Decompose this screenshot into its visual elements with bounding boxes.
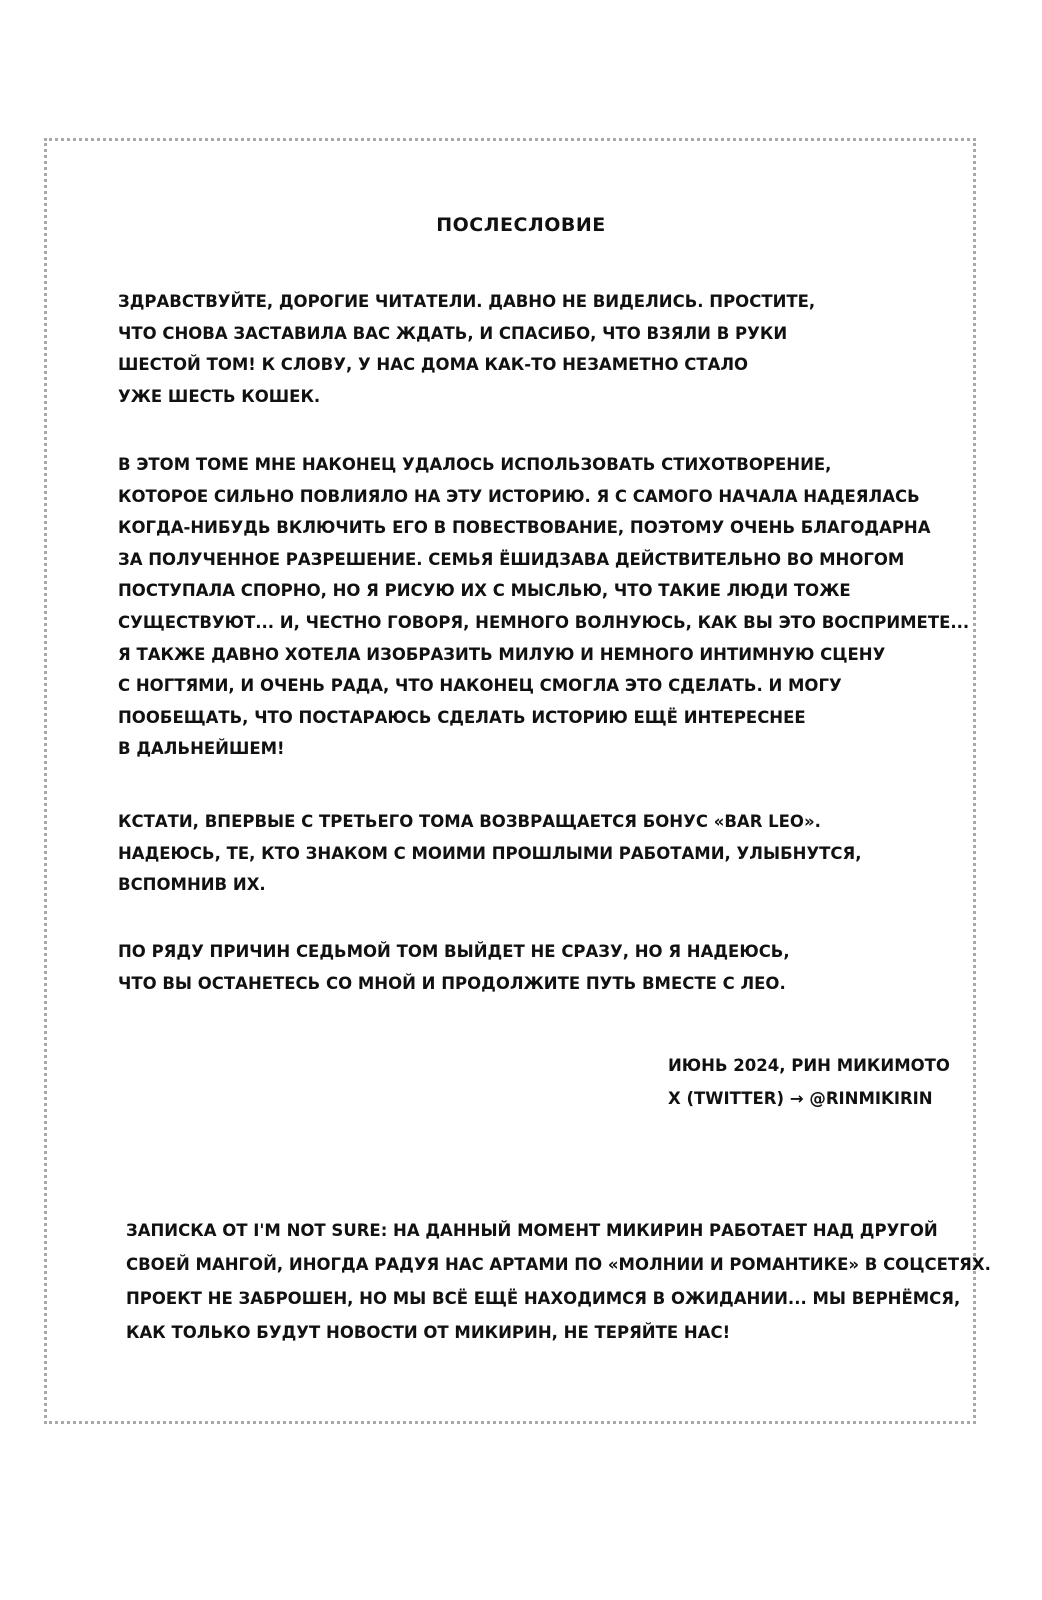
text-line: С НОГТЯМИ, И ОЧЕНЬ РАДА, ЧТО НАКОНЕЦ СМОГЛА ЭТО СДЕЛАТЬ. И МОГУ — [118, 676, 842, 696]
text-line: ЗА ПОЛУЧЕННОЕ РАЗРЕШЕНИЕ. СЕМЬЯ ЁШИДЗАВА ДЕЙСТВИТЕЛЬНО ВО МНОГОМ — [118, 549, 905, 569]
text-line: КОТОРОЕ СИЛЬНО ПОВЛИЯЛО НА ЭТУ ИСТОРИЮ. Я С САМОГО НАЧАЛА НАДЕЯЛАСЬ — [118, 486, 920, 506]
text-line: ПРОЕКТ НЕ ЗАБРОШЕН, НО МЫ ВСЁ ЕЩЁ НАХОДИМСЯ В ОЖИДАНИИ... МЫ ВЕРНЁМСЯ, — [126, 1289, 961, 1308]
text-line: ЧТО ВЫ ОСТАНЕТЕСЬ СО МНОЙ И ПРОДОЛЖИТЕ ПУТЬ ВМЕСТЕ С ЛЕО. — [118, 973, 786, 993]
text-line: ПО РЯДУ ПРИЧИН СЕДЬМОЙ ТОМ ВЫЙДЕТ НЕ СРАЗУ, НО Я НАДЕЮСЬ, — [118, 942, 790, 961]
afterword-title: ПОСЛЕСЛОВИЕ — [436, 214, 606, 236]
paragraph-greeting — [118, 286, 815, 412]
author-signature — [668, 1049, 950, 1115]
text-line: СВОЕЙ МАНГОЙ, ИНОГДА РАДУЯ НАС АРТАМИ ПО «МОЛНИИ И РОМАНТИКЕ» В СОЦСЕТЯХ. — [126, 1255, 991, 1274]
text-line: ЧТО СНОВА ЗАСТАВИЛА ВАС ЖДАТЬ, И СПАСИБО, ЧТО ВЗЯЛИ В РУКИ — [118, 323, 788, 343]
text-line: Я ТАКЖЕ ДАВНО ХОТЕЛА ИЗОБРАЗИТЬ МИЛУЮ И НЕМНОГО ИНТИМНУЮ СЦЕНУ — [118, 644, 886, 664]
text-line: КСТАТИ, ВПЕРВЫЕ С ТРЕТЬЕГО ТОМА ВОЗВРАЩАЕТСЯ БОНУС «BAR LEO». — [118, 812, 821, 831]
text-line: ПОСТУПАЛА СПОРНО, НО Я РИСУЮ ИХ С МЫСЛЬЮ, ЧТО ТАКИЕ ЛЮДИ ТОЖЕ — [118, 581, 851, 601]
signature-date-author: ИЮНЬ 2024, РИН МИКИМОТО — [668, 1056, 950, 1075]
text-line: В ДАЛЬНЕЙШЕМ! — [118, 739, 285, 759]
paragraph-volume-content — [118, 449, 969, 765]
paragraph-next-volume — [118, 936, 790, 999]
text-line: ЗДРАВСТВУЙТЕ, ДОРОГИЕ ЧИТАТЕЛИ. ДАВНО НЕ ВИДЕЛИСЬ. ПРОСТИТЕ, — [118, 292, 816, 311]
text-line: КАК ТОЛЬКО БУДУТ НОВОСТИ ОТ МИКИРИН, НЕ ТЕРЯЙТЕ НАС! — [126, 1323, 731, 1342]
text-line: КОГДА-НИБУДЬ ВКЛЮЧИТЬ ЕГО В ПОВЕСТВОВАНИЕ, ПОЭТОМУ ОЧЕНЬ БЛАГОДАРНА — [118, 518, 931, 538]
text-line: ШЕСТОЙ ТОМ! К СЛОВУ, У НАС ДОМА КАК-ТО НЕЗАМЕТНО СТАЛО — [118, 355, 749, 375]
text-line: НАДЕЮСЬ, ТЕ, КТО ЗНАКОМ С МОИМИ ПРОШЛЫМИ РАБОТАМИ, УЛЫБНУТСЯ, — [118, 843, 862, 863]
text-line: ВСПОМНИВ ИХ. — [118, 875, 266, 895]
text-line: ЗАПИСКА ОТ I'M NOT SURE: НА ДАННЫЙ МОМЕНТ МИКИРИН РАБОТАЕТ НАД ДРУГОЙ — [126, 1221, 938, 1240]
text-line: УЖЕ ШЕСТЬ КОШЕК. — [118, 386, 321, 406]
text-line: ПООБЕЩАТЬ, ЧТО ПОСТАРАЮСЬ СДЕЛАТЬ ИСТОРИЮ ЕЩЁ ИНТЕРЕСНЕЕ — [118, 707, 806, 727]
signature-social-handle: X (TWITTER) → @RINMIKIRIN — [668, 1089, 933, 1108]
text-line: СУЩЕСТВУЮТ... И, ЧЕСТНО ГОВОРЯ, НЕМНОГО ВОЛНУЮСЬ, КАК ВЫ ЭТО ВОСПРИМЕТЕ... — [118, 612, 970, 632]
translator-note — [126, 1214, 991, 1350]
paragraph-bonus — [118, 806, 862, 901]
text-line: В ЭТОМ ТОМЕ МНЕ НАКОНЕЦ УДАЛОСЬ ИСПОЛЬЗОВАТЬ СТИХОТВОРЕНИЕ, — [118, 455, 832, 474]
